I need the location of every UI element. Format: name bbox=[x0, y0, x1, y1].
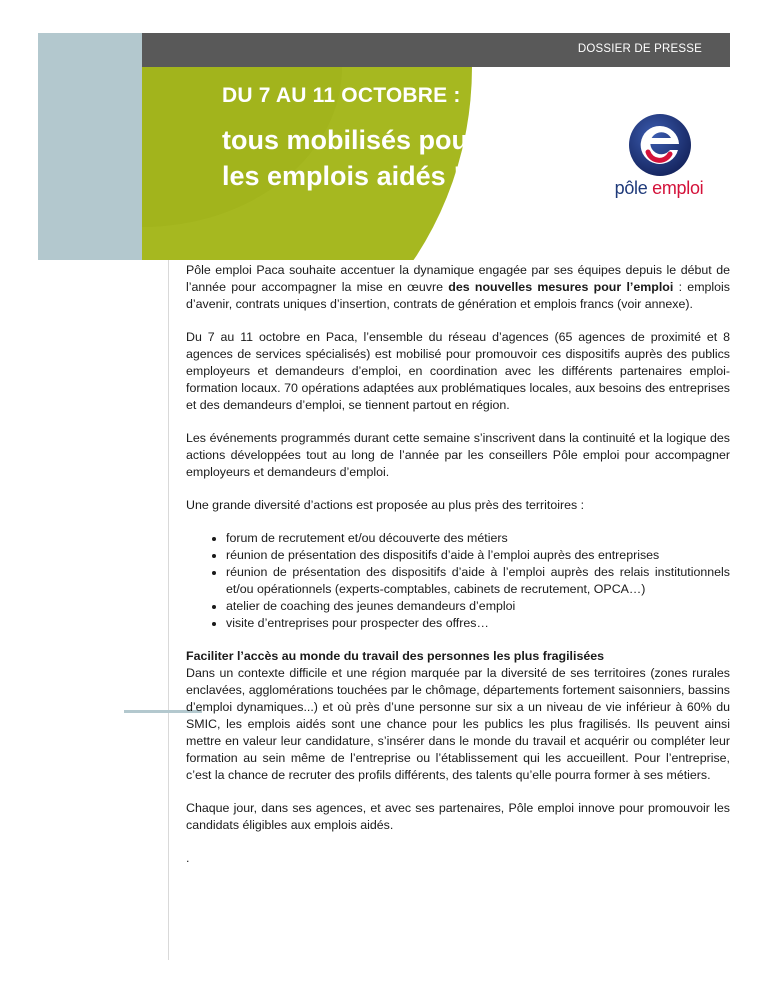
paragraph-events: Les événements programmés durant cette semaine s’inscrivent dans la continuité et la logique des actions développées tout au long de l’année par les conseillers Pôle emploi pour accompagner employeurs et demandeurs d’emploi. bbox=[186, 431, 730, 479]
intro-text-b: : emplois d’avenir, contrats uniques d’insertion, contrats de génération et emplois francs (voir annexe). bbox=[186, 280, 731, 311]
logo-e-icon bbox=[604, 112, 714, 178]
press-kit-label: DOSSIER DE PRESSE bbox=[577, 43, 702, 55]
intro-bold: des nouvelles mesures pour l’emploi bbox=[448, 280, 674, 294]
actions-list bbox=[186, 530, 730, 632]
margin-rule bbox=[168, 260, 169, 960]
list-item: • réunion de présentation des dispositifs d’aide à l’emploi auprès des relais institutionnels et/ou opérationnels (experts-comptables, cabinets de recrutement, OPCA…) bbox=[226, 564, 730, 598]
hero-title-line-2: les emplois aidés ! bbox=[222, 161, 463, 191]
list-item: • forum de recrutement et/ou découverte des métiers bbox=[226, 530, 730, 547]
logo-word-pole: pôle bbox=[614, 178, 648, 198]
list-item: • atelier de coaching des jeunes demandeurs d’emploi bbox=[226, 598, 730, 615]
header-bar bbox=[142, 33, 730, 67]
paragraph-network: Du 7 au 11 octobre en Paca, l’ensemble du réseau d’agences (65 agences de proximité et 8 agences de services spécialisés) est mobilisé pour promouvoir ces dispositifs auprès des publics employeurs et demandeurs d’emploi, en coordination avec les différents partenaires emploi-formation locaux. 70 opérations adaptées aux problématiques locales, aux besoins des entreprises et des demandeurs d’emploi, se tiennent partout en région. bbox=[186, 330, 730, 412]
logo-word-emploi: emploi bbox=[652, 178, 704, 198]
press-release-body bbox=[186, 262, 730, 883]
section-body: Dans un contexte difficile et une région marquée par la diversité de ses territoires (zones rurales enclavées, agglomérations touchées par le chômage, départements fortement saisonniers, bassins d’emploi dynamiques...) et où près d’une personne sur six a un niveau de vie inférieur à 60% du SMIC, les emplois aidés sont une chance pour les publics les plus fragilisés. Ils peuvent ainsi mettre en valeur leur candidature, s’insérer dans le monde du travail et acquérir ou compléter leur formation au sein même de l’entreprise ou l’établissement qui les accueillent. Pour l’entreprise, c’est la chance de recruter des profils différents, des talents qu’elle pourra former à ses métiers. bbox=[186, 666, 730, 782]
hero-title-line-1: tous mobilisés pour bbox=[222, 125, 479, 155]
paragraph-closing: Chaque jour, dans ses agences, et avec ses partenaires, Pôle emploi innove pour promouvoir les candidats éligibles aux emplois aidés. bbox=[186, 801, 730, 832]
section-paragraph bbox=[186, 648, 730, 784]
paragraph-intro bbox=[186, 262, 730, 313]
pole-emploi-logo bbox=[604, 112, 714, 204]
list-item: • réunion de présentation des dispositifs d’aide à l’emploi auprès des entreprises bbox=[226, 547, 730, 564]
paragraph-dot: . bbox=[186, 851, 190, 865]
section-title: Faciliter l’accès au monde du travail des personnes les plus fragilisées bbox=[186, 649, 605, 663]
paragraph-actions-intro: Une grande diversité d’actions est proposée au plus près des territoires : bbox=[186, 498, 585, 512]
list-item: • visite d’entreprises pour prospecter des offres… bbox=[226, 615, 730, 632]
logo-wordmark bbox=[604, 178, 714, 199]
hero-title bbox=[222, 122, 522, 194]
intro-text-a: Pôle emploi Paca souhaite accentuer la dynamique engagée par ses équipes depuis le début de l’année pour accompagner la mise en œuvre bbox=[186, 263, 730, 294]
decorative-side-band bbox=[38, 33, 142, 260]
hero-date: DU 7 AU 11 OCTOBRE : bbox=[222, 84, 461, 107]
